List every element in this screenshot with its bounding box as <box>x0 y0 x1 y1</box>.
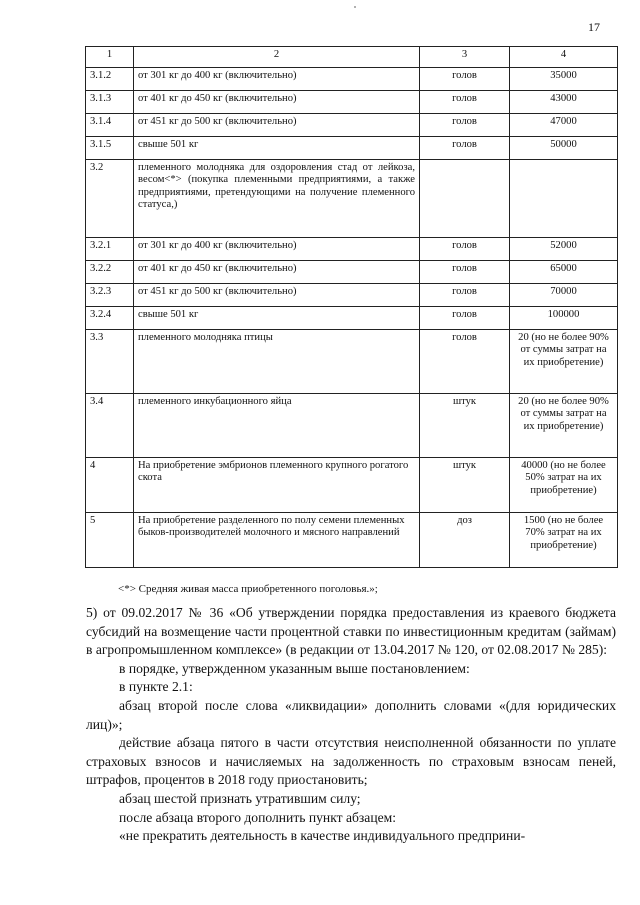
code-cell: 3.2.2 <box>86 261 134 284</box>
rate-cell: 1500 (но не более 70% затрат на их приобретение) <box>510 513 618 568</box>
description-cell: свыше 501 кг <box>134 137 420 160</box>
header-cell: 2 <box>134 47 420 68</box>
table-row <box>86 513 618 568</box>
paragraph: «не прекратить деятельность в качестве индивидуального предприни- <box>119 828 526 844</box>
description-cell: На приобретение разделенного по полу семени племенных быков-производителей молочного и мясного направлений <box>134 513 420 568</box>
rate-cell: 47000 <box>510 114 618 137</box>
code-cell: 3.2 <box>86 160 134 238</box>
code-cell: 3.2.3 <box>86 284 134 307</box>
code-cell: 3.2.1 <box>86 238 134 261</box>
rate-cell: 70000 <box>510 284 618 307</box>
unit-cell: голов <box>420 238 510 261</box>
rate-cell: 20 (но не более 90% от суммы затрат на их приобретение) <box>510 394 618 458</box>
rate-cell: 50000 <box>510 137 618 160</box>
page-number: 17 <box>588 20 600 34</box>
rate-cell: 43000 <box>510 91 618 114</box>
table-row <box>86 261 618 284</box>
table-row <box>86 284 618 307</box>
unit-cell: голов <box>420 307 510 330</box>
description-cell: от 451 кг до 500 кг (включительно) <box>134 114 420 137</box>
body-text <box>86 604 616 846</box>
unit-cell: штук <box>420 458 510 513</box>
paragraph: в порядке, утвержденном указанным выше постановлением: <box>119 660 470 676</box>
description-cell: племенного молодняка для оздоровления стад от лейкоза, весом<*> (покупка племенными предприятиями, а также предприятиями, претендующими на получение племенного статуса,) <box>134 160 420 238</box>
code-cell: 3.1.5 <box>86 137 134 160</box>
code-cell: 3.1.2 <box>86 68 134 91</box>
header-cell: 3 <box>420 47 510 68</box>
description-cell: племенного инкубационного яйца <box>134 394 420 458</box>
code-cell: 4 <box>86 458 134 513</box>
code-cell: 3.1.3 <box>86 91 134 114</box>
rate-cell <box>510 160 618 238</box>
code-cell: 5 <box>86 513 134 568</box>
footnote: <*> Средняя живая масса приобретенного поголовья.»; <box>118 583 378 595</box>
description-cell: от 401 кг до 450 кг (включительно) <box>134 261 420 284</box>
description-cell: от 301 кг до 400 кг (включительно) <box>134 238 420 261</box>
header-cell: 4 <box>510 47 618 68</box>
header-cell: 1 <box>86 47 134 68</box>
paragraph: в пункте 2.1: <box>119 679 193 695</box>
table-row <box>86 330 618 394</box>
unit-cell: голов <box>420 114 510 137</box>
rate-cell: 40000 (но не более 50% затрат на их приобретение) <box>510 458 618 513</box>
rate-cell: 100000 <box>510 307 618 330</box>
table-row <box>86 137 618 160</box>
paragraph: абзац шестой признать утратившим силу; <box>119 790 361 806</box>
table-row <box>86 238 618 261</box>
unit-cell: голов <box>420 330 510 394</box>
table-row <box>86 114 618 137</box>
unit-cell: доз <box>420 513 510 568</box>
code-cell: 3.4 <box>86 394 134 458</box>
table-row <box>86 68 618 91</box>
rate-cell: 35000 <box>510 68 618 91</box>
table-row <box>86 307 618 330</box>
code-cell: 3.1.4 <box>86 114 134 137</box>
description-cell: племенного молодняка птицы <box>134 330 420 394</box>
paragraph: действие абзаца пятого в части отсутствия неисполненной обязанности по уплате страховых взносов и начисляемых на задолженность по страховым взносам пеней, штрафов, процентов в 2018 году приостановить; <box>86 735 616 788</box>
table-row <box>86 91 618 114</box>
unit-cell: голов <box>420 68 510 91</box>
table-row <box>86 160 618 238</box>
scan-speck <box>354 6 356 8</box>
paragraph: после абзаца второго дополнить пункт абзацем: <box>119 809 397 825</box>
description-cell: На приобретение эмбрионов племенного крупного рогатого скота <box>134 458 420 513</box>
rates-table <box>85 46 618 568</box>
description-cell: от 301 кг до 400 кг (включительно) <box>134 68 420 91</box>
unit-cell: голов <box>420 137 510 160</box>
paragraph: 5) от 09.02.2017 № 36 «Об утверждении порядка предоставления из краевого бюджета субсидий на возмещение части процентной ставки по инвестиционным кредитам (займам) в агропромышленном комплексе» (в редакции от 13.04.2017 № 120, от 02.08.2017 № 285): <box>86 605 616 658</box>
code-cell: 3.3 <box>86 330 134 394</box>
table-row <box>86 458 618 513</box>
unit-cell: голов <box>420 91 510 114</box>
unit-cell: голов <box>420 284 510 307</box>
description-cell: свыше 501 кг <box>134 307 420 330</box>
unit-cell <box>420 160 510 238</box>
description-cell: от 401 кг до 450 кг (включительно) <box>134 91 420 114</box>
unit-cell: штук <box>420 394 510 458</box>
rate-cell: 52000 <box>510 238 618 261</box>
table-header-row <box>86 47 618 68</box>
code-cell: 3.2.4 <box>86 307 134 330</box>
paragraph: абзац второй после слова «ликвидации» дополнить словами «(для юридических лиц)»; <box>86 697 616 732</box>
description-cell: от 451 кг до 500 кг (включительно) <box>134 284 420 307</box>
rate-cell: 65000 <box>510 261 618 284</box>
rate-cell: 20 (но не более 90% от суммы затрат на их приобретение) <box>510 330 618 394</box>
unit-cell: голов <box>420 261 510 284</box>
table-row <box>86 394 618 458</box>
